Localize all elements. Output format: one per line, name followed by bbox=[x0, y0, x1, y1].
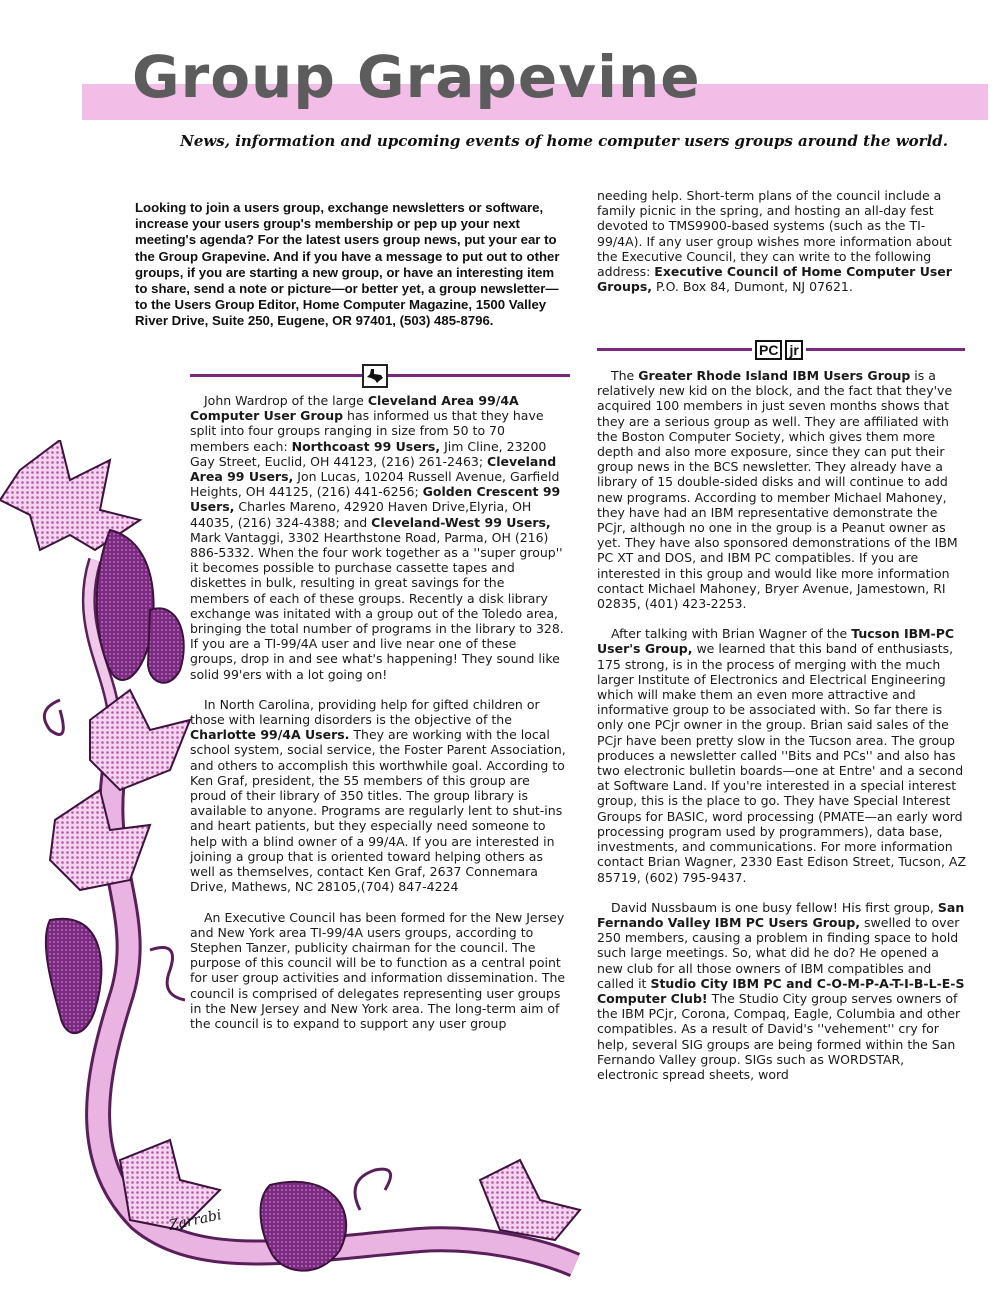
page-title: Group Grapevine bbox=[132, 43, 701, 111]
pc-logo-icon bbox=[752, 340, 806, 360]
cleveland-paragraph: John Wardrop of the large Cleveland Area 99/4A Computer User Group has informed us that they have split into four groups ranging in size from 50 to 70 members each: Northcoast 99 Users, Jim Cline, 23200 Gay Street, Euclid, OH 44123, (216) 261-2463; Cleveland Area 99 Users, Jon Lucas, 10204 Russell Avenue, Garfield Heights, OH 44125, (216) 441-6256; Golden Crescent 99 Users, Charles Mareno, 42920 Haven Drive,Elyria, OH 44035, (216) 324-4388; and Cleveland-West 99 Users, Mark Vantaggi, 3302 Hearthstone Road, Parma, OH (216) 886-5332. When the four work together as a ''super group'' it becomes possible to purchase cassette tapes and diskettes in bulk, resulting in great savings for the members of each of these groups. Recently a disk library exchange was initated with a group out of the Toledo area, bringing the total number of programs in the library to 328. If you are a TI-99/4A user and live near one of these groups, drop in and see what's happening! They sound like solid 99'ers with a lot going on! bbox=[190, 393, 564, 682]
charlotte-paragraph: In North Carolina, providing help for gifted children or those with learning disorders is the objective of the Charlotte 99/4A Users. They are working with the local school system, social service, the Foster Parent Association, and others to accomplish this worthwhile goal. According to Ken Graf, president, the 55 members of this group are proud of their library of 350 titles. The group library is available to anyone. Programs are regularly lent to shut-ins and heart patients, but they especially need someone to help with a blind owner of a 99/4A. If you are interested in joining a group that is oriented toward helping others as well as themselves, contact Ken Graf, 2637 Connemara Drive, Mathews, NC 28105,(704) 847-4224 bbox=[190, 696, 566, 895]
page-subtitle: News, information and upcoming events of home computer users groups around the world. bbox=[180, 132, 948, 150]
pc-badge-pc: PC bbox=[755, 340, 782, 360]
texas-map-icon bbox=[362, 364, 388, 388]
tucson-paragraph: After talking with Brian Wagner of the Tucson IBM-PC User's Group, we learned that this band of enthusiasts, 175 strong, is in the process of merging with the much larger Institute of Electronics and Electrical Engineering which will make them an even more attractive and informative group to be associated with. So far there is only one PCjr owner in the group. Brian said sales of the PCjr have been pretty slow in the Tucson area. The group produces a newsletter called ''Bits and PCs'' and also has two electronic bulletin boards—one at Entre' and a second at Software Land. If you're interested in a special interest group, this is the place to go. They have Special Interest Groups for BASIC, word processing (PMATE—an early word processing program used by programmers), data base, investments, and communications. For more information contact Brian Wagner, 2330 East Edison Street, Tucson, AZ 85719, (602) 795-9437. bbox=[597, 626, 967, 885]
intro-paragraph: Looking to join a users group, exchange newsletters or software, increase your users group's membership or pep up your next meeting's agenda? For the latest users group news, put your ear to the Group Grapevine. And if you have a message to put out to other groups, if you are starting a new group, or have an interesting item to share, send a note or picture—or better yet, a group newsletter—to the Users Group Editor, Home Computer Magazine, 1500 Valley River Drive, Suite 250, Eugene, OR 97401, (503) 485-8796. bbox=[135, 200, 560, 329]
right-column bbox=[597, 368, 967, 1082]
artist-signature: Zarrabi bbox=[167, 1207, 223, 1234]
exec-council-continued: needing help. Short-term plans of the council include a family picnic in the spring, and hosting an all-day fest devoted to TMS9900-based systems (such as the TI-99/4A). If any user group wishes more information about the Executive Council, they can write to the following address: Executive Council of Home Computer User Groups, P.O. Box 84, Dumont, NJ 07621. bbox=[597, 188, 952, 295]
left-column bbox=[190, 393, 566, 1031]
right-column-top bbox=[597, 188, 965, 294]
pcjr-logo-icon: jr bbox=[785, 340, 802, 360]
san-fernando-paragraph: David Nussbaum is one busy fellow! His first group, San Fernando Valley IBM PC Users Group, swelled to over 250 members, causing a problem in finding space to hold such large meetings. So, what did he do? He opened a new club for all those owners of IBM compatibles and called it Studio City IBM PC and C-O-M-P-A-T-I-B-L-E-S Computer Club! The Studio City group serves owners of the IBM PCjr, Corona, Compaq, Eagle, Columbia and other compatibles. As a result of David's ''vehement'' cry for help, several SIG groups are being formed within the San Fernando Valley group. SIGs such as WORDSTAR, electronic spread sheets, word bbox=[597, 899, 965, 1082]
exec-council-paragraph: An Executive Council has been formed for the New Jersey and New York area TI-99/4A users groups, according to Stephen Tanzer, publicity chairman for the council. The purpose of this council will be to function as a central point for user group activities and information dissemination. The council is comprised of delegates representing user groups in the New Jersey and New York area. The long-term aim of the council is to expand to support any user group bbox=[190, 909, 566, 1031]
rhode-island-paragraph: The Greater Rhode Island IBM Users Group is a relatively new kid on the block, and the fact that they've acquired 100 members in just seven months shows that they are a serious group as well. They are affiliated with the Boston Computer Society, which gives them more depth and also more exposure, since they can put their group news in the BCS newsletter. They already have a library of 15 double-sided disks and will continue to add new programs. According to member Michael Mahoney, they have had an IBM representative demonstrate the PCjr, although no one in the group is a Peanut owner as yet. They have also sponsored demonstrations of the IBM PC XT and DOS, and IBM PC compatibles. If you are interested in this group and would like more information contact Michael Mahoney, Bryer Avenue, Jamestown, RI 02835, (401) 423-2253. bbox=[597, 368, 958, 612]
